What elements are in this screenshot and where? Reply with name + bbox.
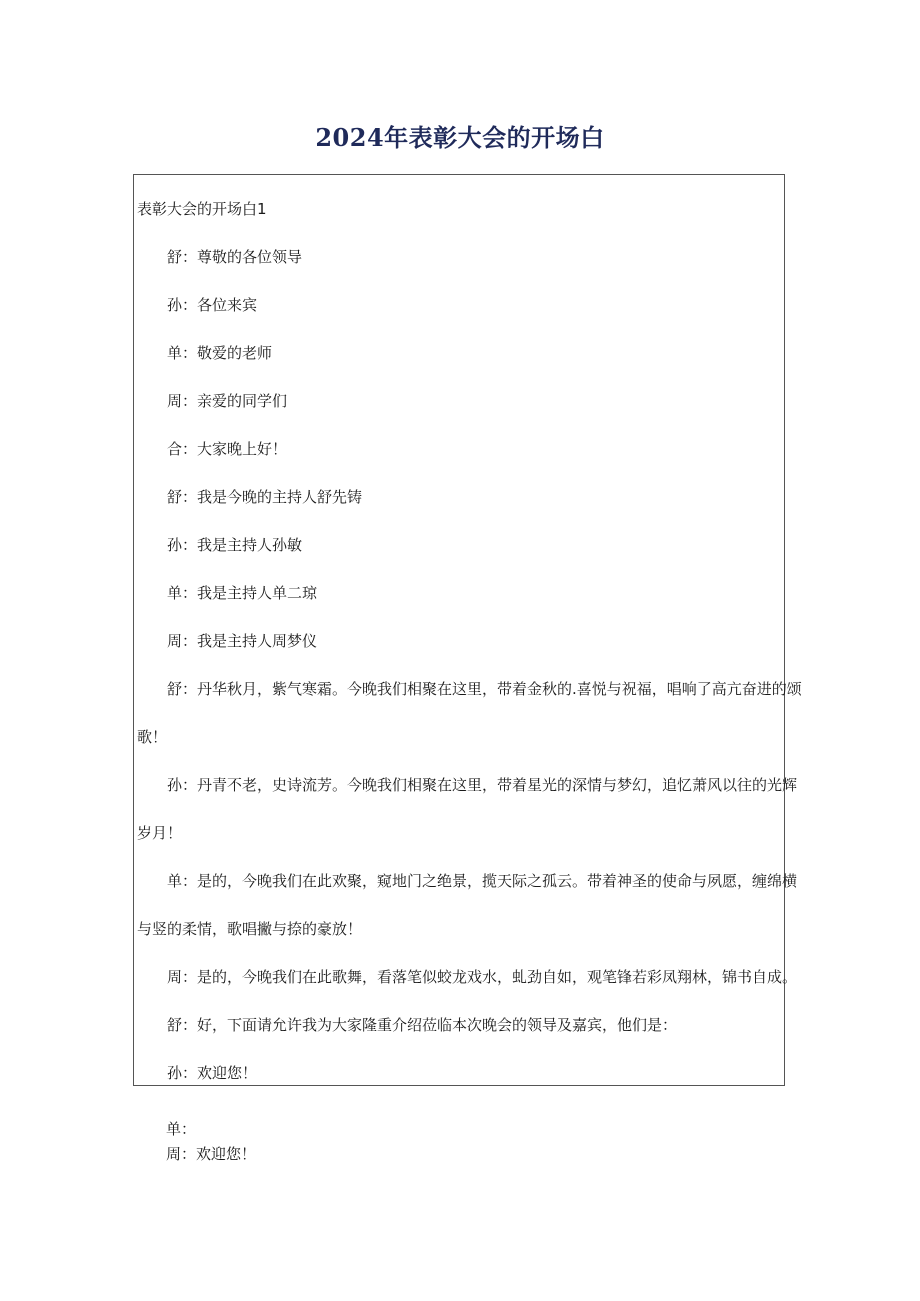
after-box-line: 周：欢迎您！ xyxy=(166,1145,257,1163)
content-box xyxy=(133,174,802,1086)
dialogue-line: 舒：尊敬的各位领导 xyxy=(167,248,303,266)
dialogue-line: 单：是的，今晚我们在此欢聚，窥地门之绝景，揽天际之孤云。带着神圣的使命与夙愿，缠绵横 xyxy=(167,872,798,890)
dialogue-line-continuation: 歌！ xyxy=(137,728,168,746)
dialogue-line: 舒：好，下面请允许我为大家隆重介绍莅临本次晚会的领导及嘉宾，他们是： xyxy=(167,1016,678,1034)
dialogue-line: 周：是的，今晚我们在此歌舞，看落笔似蛟龙戏水，虬劲自如，观笔锋若彩凤翔林，锦书自成。 xyxy=(167,968,798,986)
document-title: 2024年表彰大会的开场白 xyxy=(315,123,605,152)
dialogue-line: 孙：各位来宾 xyxy=(167,296,258,314)
dialogue-line: 单：敬爱的老师 xyxy=(167,344,273,362)
dialogue-line-continuation: 岁月！ xyxy=(137,824,183,842)
dialogue-line: 舒：我是今晚的主持人舒先铸 xyxy=(167,488,363,506)
dialogue-line: 孙：丹青不老，史诗流芳。今晚我们相聚在这里，带着星光的深情与梦幻，追忆萧风以往的光辉 xyxy=(167,776,798,794)
dialogue-line: 周：亲爱的同学们 xyxy=(167,392,288,410)
dialogue-line-continuation: 与竖的柔情，歌唱撇与捺的豪放！ xyxy=(137,920,363,938)
dialogue-line: 单：我是主持人单二琼 xyxy=(167,584,318,602)
dialogue-line: 舒：丹华秋月，紫气寒霜。今晚我们相聚在这里，带着金秋的.喜悦与祝福，唱响了高亢奋进的颂 xyxy=(167,680,802,698)
dialogue-line: 合：大家晚上好！ xyxy=(167,440,288,458)
dialogue-line: 周：我是主持人周梦仪 xyxy=(167,632,318,650)
dialogue-line: 孙：欢迎您！ xyxy=(167,1064,258,1082)
section-heading: 表彰大会的开场白1 xyxy=(137,200,267,218)
dialogue-line: 孙：我是主持人孙敏 xyxy=(167,536,303,554)
after-box-line: 单： xyxy=(166,1120,197,1138)
